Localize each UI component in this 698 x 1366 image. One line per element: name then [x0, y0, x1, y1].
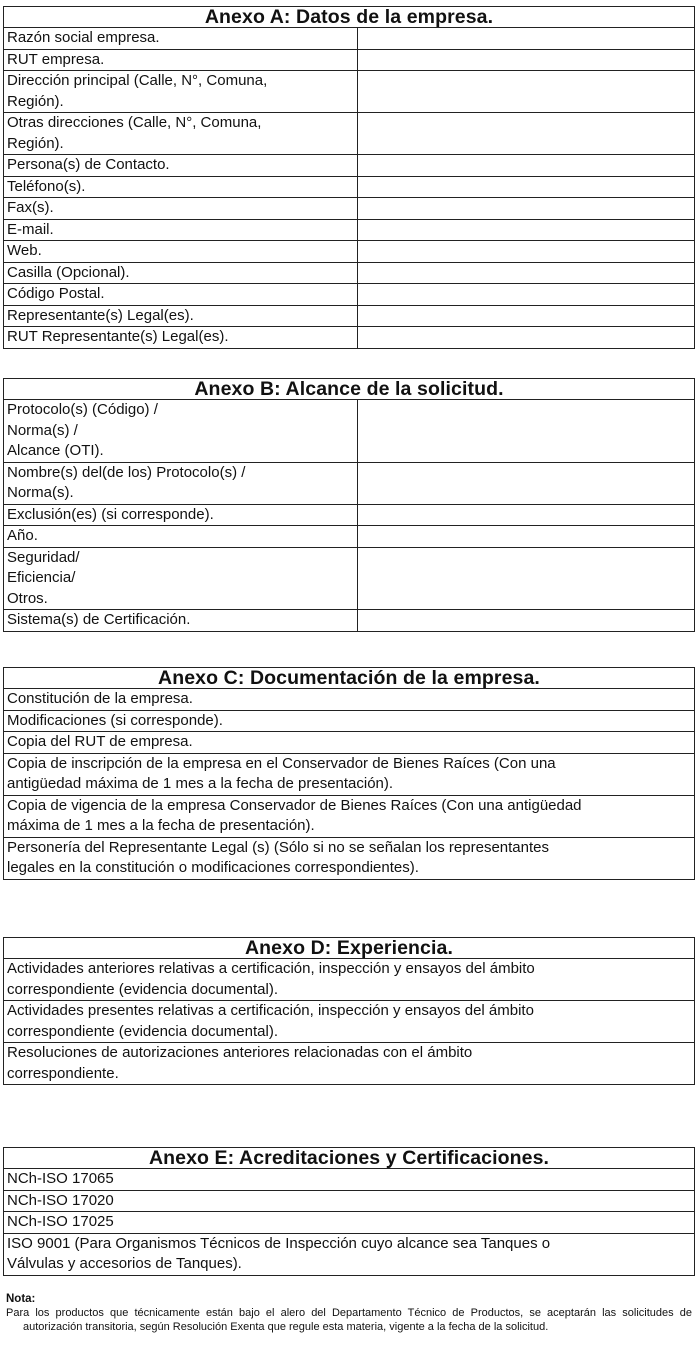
annex-d-title: Anexo D: Experiencia. — [4, 938, 694, 959]
field-value-cell[interactable] — [357, 305, 694, 327]
field-label-line: Norma(s) / — [7, 421, 78, 439]
field-label-line: Seguridad/ — [7, 548, 80, 566]
field-label — [4, 400, 357, 462]
field-label-line: Dirección principal (Calle, N°, Comuna, — [7, 72, 268, 89]
annex-b-title: Anexo B: Alcance de la solicitud. — [4, 379, 694, 400]
field-value-cell[interactable] — [357, 462, 694, 504]
list-item-line: Resoluciones de autorizaciones anteriores relacionadas con el ámbito — [7, 1044, 473, 1061]
field-label — [4, 113, 357, 155]
list-item — [4, 1000, 694, 1042]
list-item-line: NCh-ISO 17065 — [7, 1170, 114, 1187]
field-label-line: Código Postal. — [7, 285, 105, 302]
list-item — [4, 753, 694, 795]
field-label-line: Región). — [7, 92, 64, 110]
list-item — [4, 795, 694, 837]
field-label-line: RUT Representante(s) Legal(es). — [7, 328, 229, 345]
annex-e-box — [3, 1147, 695, 1276]
list-item-line: Modificaciones (si corresponde). — [7, 711, 223, 729]
field-label-line: Representante(s) Legal(es). — [7, 306, 194, 324]
field-label — [4, 241, 357, 263]
field-label-line: Razón social empresa. — [7, 29, 160, 46]
field-label — [4, 71, 357, 113]
form-row — [4, 241, 694, 263]
field-label-line: E-mail. — [7, 220, 54, 238]
field-label — [4, 610, 357, 631]
field-label-line: Otros. — [7, 589, 48, 607]
field-value-cell[interactable] — [357, 176, 694, 198]
list-item — [4, 710, 694, 732]
field-value-cell[interactable] — [357, 113, 694, 155]
list-item-line: correspondiente. — [7, 1064, 119, 1082]
form-row — [4, 284, 694, 306]
list-item — [4, 837, 694, 879]
annex-b-table — [4, 400, 694, 631]
list-item-line: Válvulas y accesorios de Tanques). — [7, 1255, 242, 1272]
list-item-line: NCh-ISO 17020 — [7, 1191, 114, 1209]
form-row — [4, 219, 694, 241]
field-label-line: Casilla (Opcional). — [7, 263, 130, 281]
field-label — [4, 462, 357, 504]
footnote — [6, 1292, 692, 1334]
annex-a-title: Anexo A: Datos de la empresa. — [4, 7, 694, 28]
field-value-cell[interactable] — [357, 71, 694, 113]
form-row — [4, 198, 694, 220]
field-label-line: Teléfono(s). — [7, 177, 86, 195]
field-label — [4, 49, 357, 71]
annex-d-box — [3, 937, 695, 1085]
field-label — [4, 28, 357, 49]
field-label-line: Norma(s). — [7, 484, 74, 501]
form-row — [4, 71, 694, 113]
field-label — [4, 176, 357, 198]
field-value-cell[interactable] — [357, 262, 694, 284]
list-item-line: Copia de inscripción de la empresa en el Conservador de Bienes Raíces (Con una — [7, 754, 556, 772]
field-label-line: Región). — [7, 134, 64, 152]
field-label-line: Exclusión(es) (si corresponde). — [7, 505, 214, 523]
field-label — [4, 327, 357, 348]
list-item — [4, 959, 694, 1000]
annex-e-list — [4, 1169, 694, 1275]
list-item — [4, 689, 694, 710]
field-label-line: Web. — [7, 242, 42, 259]
field-value-cell[interactable] — [357, 241, 694, 263]
field-label-line: Otras direcciones (Calle, N°, Comuna, — [7, 114, 262, 131]
field-value-cell[interactable] — [357, 504, 694, 526]
list-item-line: ISO 9001 (Para Organismos Técnicos de Inspección cuyo alcance sea Tanques o — [7, 1234, 551, 1252]
form-row — [4, 526, 694, 548]
list-item-line: NCh-ISO 17025 — [7, 1213, 114, 1230]
field-label-line: Nombre(s) del(de los) Protocolo(s) / — [7, 463, 246, 481]
list-item-line: correspondiente (evidencia documental). — [7, 1022, 278, 1040]
field-label-line: Eficiencia/ — [7, 569, 76, 586]
list-item — [4, 1190, 694, 1212]
annex-c-title: Anexo C: Documentación de la empresa. — [4, 668, 694, 689]
field-label — [4, 547, 357, 610]
field-value-cell[interactable] — [357, 547, 694, 610]
list-item-line: correspondiente (evidencia documental). — [7, 980, 278, 998]
field-value-cell[interactable] — [357, 327, 694, 348]
field-value-cell[interactable] — [357, 526, 694, 548]
field-label-line: Persona(s) de Contacto. — [7, 156, 170, 173]
form-row — [4, 305, 694, 327]
annex-a-box — [3, 6, 695, 349]
annex-b-box — [3, 378, 695, 632]
list-item — [4, 1233, 694, 1275]
field-value-cell[interactable] — [357, 284, 694, 306]
list-item-line: Copia de vigencia de la empresa Conservador de Bienes Raíces (Con una antigüedad — [7, 796, 582, 814]
list-item-line: antigüedad máxima de 1 mes a la fecha de presentación). — [7, 775, 394, 792]
list-item-line: Constitución de la empresa. — [7, 690, 193, 707]
field-label-line: Protocolo(s) (Código) / — [7, 401, 158, 418]
form-row — [4, 28, 694, 49]
list-item-line: legales en la constitución o modificaciones correspondientes). — [7, 859, 419, 876]
list-item — [4, 1211, 694, 1233]
field-label — [4, 262, 357, 284]
note-title: Nota: — [6, 1293, 36, 1305]
form-row — [4, 504, 694, 526]
list-item — [4, 731, 694, 753]
note-text: Para los productos que técnicamente están bajo el alero del Departamento Técnico de Productos, se aceptarán las solicitudes de autorización transitoria, según Resolución Exenta que regule esta materia, vigente a la fecha de la solicitud. — [6, 1307, 692, 1333]
list-item-line: Actividades presentes relativas a certificación, inspección y ensayos del ámbito — [7, 1002, 534, 1019]
form-row — [4, 262, 694, 284]
form-row — [4, 610, 694, 631]
field-label — [4, 219, 357, 241]
field-label — [4, 155, 357, 177]
field-label-line: Alcance (OTI). — [7, 442, 104, 459]
form-row — [4, 327, 694, 348]
field-label-line: Año. — [7, 527, 38, 544]
field-value-cell[interactable] — [357, 610, 694, 631]
field-value-cell[interactable] — [357, 400, 694, 462]
field-label — [4, 284, 357, 306]
field-label — [4, 504, 357, 526]
field-label — [4, 305, 357, 327]
field-label-line: Sistema(s) de Certificación. — [7, 611, 191, 628]
field-value-cell[interactable] — [357, 155, 694, 177]
field-label — [4, 198, 357, 220]
form-row — [4, 155, 694, 177]
list-item-line: Copia del RUT de empresa. — [7, 733, 193, 750]
form-row — [4, 400, 694, 462]
field-value-cell[interactable] — [357, 198, 694, 220]
form-row — [4, 176, 694, 198]
list-item-line: Actividades anteriores relativas a certificación, inspección y ensayos del ámbito — [7, 960, 535, 977]
field-label — [4, 526, 357, 548]
field-value-cell[interactable] — [357, 28, 694, 49]
field-label-line: RUT empresa. — [7, 50, 105, 68]
form-row — [4, 547, 694, 610]
form-row — [4, 462, 694, 504]
list-item-line: Personería del Representante Legal (s) (Sólo si no se señalan los representantes — [7, 838, 549, 856]
annex-a-table — [4, 28, 694, 348]
list-item — [4, 1169, 694, 1190]
annex-c-list — [4, 689, 694, 879]
list-item — [4, 1042, 694, 1084]
form-row — [4, 113, 694, 155]
annex-e-title: Anexo E: Acreditaciones y Certificaciones. — [4, 1148, 694, 1169]
annex-d-list — [4, 959, 694, 1084]
field-value-cell[interactable] — [357, 219, 694, 241]
form-row — [4, 49, 694, 71]
list-item-line: máxima de 1 mes a la fecha de presentación). — [7, 817, 315, 834]
field-value-cell[interactable] — [357, 49, 694, 71]
annex-c-box — [3, 667, 695, 880]
field-label-line: Fax(s). — [7, 199, 54, 216]
